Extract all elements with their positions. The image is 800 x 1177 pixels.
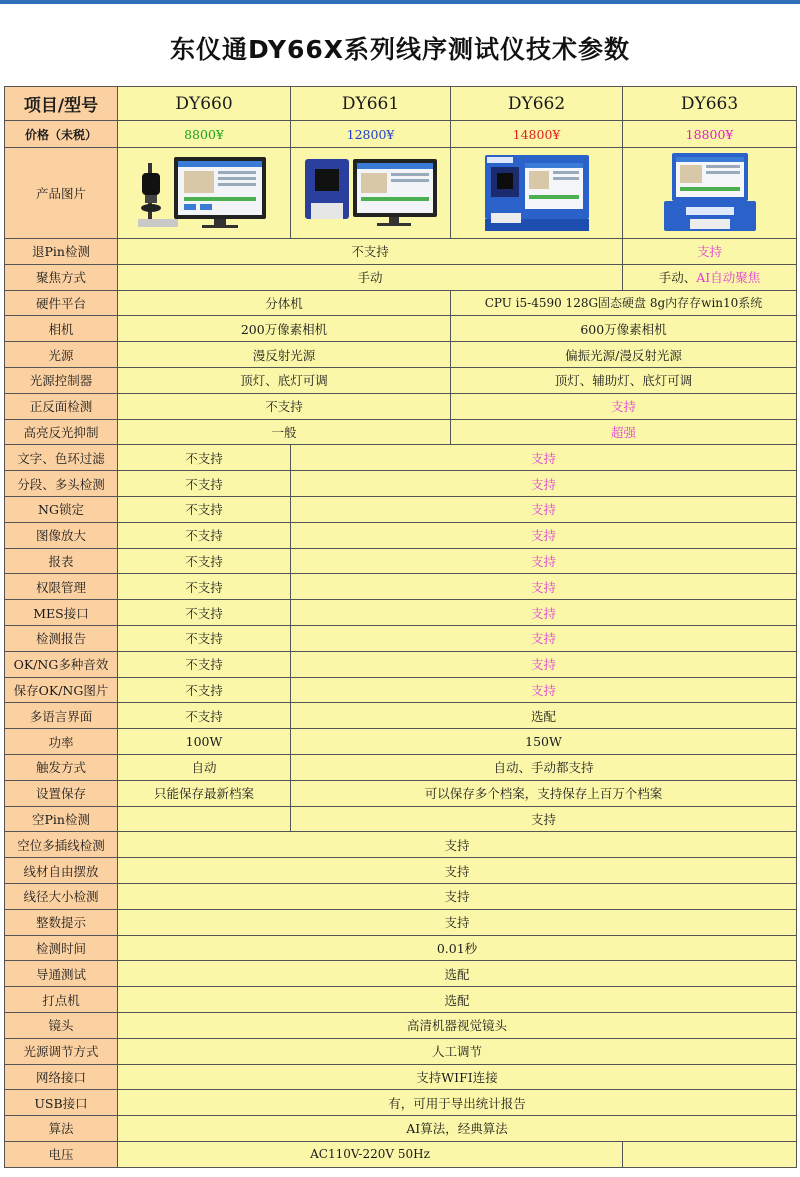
- top-accent-bar: [0, 0, 800, 4]
- row-network: [5, 1064, 797, 1090]
- price-dy660: 8800¥: [118, 121, 291, 148]
- value-cell: 不支持: [118, 522, 291, 548]
- row-label: 打点机: [5, 987, 118, 1013]
- value-cell: 0.01秒: [118, 935, 797, 961]
- value-cell: 200万像素相机: [118, 316, 451, 342]
- row-usb: [5, 1090, 797, 1116]
- value-cell: 100W: [118, 729, 291, 755]
- row-label: 图像放大: [5, 522, 118, 548]
- value-cell: 支持: [118, 883, 797, 909]
- value-cell: 只能保存最新档案: [118, 780, 291, 806]
- value-cell: CPU i5-4590 128G固态硬盘 8g内存存win10系统: [451, 290, 797, 316]
- row-glare-suppression: [5, 419, 797, 445]
- value-cell: 支持: [118, 909, 797, 935]
- value-part: 手动、: [658, 270, 697, 286]
- row-free-placement: [5, 858, 797, 884]
- value-cell: AI算法，经典算法: [118, 1116, 797, 1142]
- row-label: 检测时间: [5, 935, 118, 961]
- header-row: [5, 87, 797, 121]
- price-dy662: 14800¥: [451, 121, 623, 148]
- row-lens: [5, 1012, 797, 1038]
- row-report: [5, 548, 797, 574]
- row-label: 线材自由摆放: [5, 858, 118, 884]
- value-cell: 支持: [291, 574, 797, 600]
- spec-table: [4, 86, 797, 1168]
- row-hardware: [5, 290, 797, 316]
- row-label: 线径大小检测: [5, 883, 118, 909]
- image-row: [5, 148, 797, 239]
- value-cell: 支持WIFI连接: [118, 1064, 797, 1090]
- value-cell: 支持: [118, 858, 797, 884]
- row-label: MES接口: [5, 600, 118, 626]
- value-cell: 不支持: [118, 471, 291, 497]
- row-power: [5, 729, 797, 755]
- row-label: 镜头: [5, 1012, 118, 1038]
- value-cell: 不支持: [118, 625, 291, 651]
- value-cell: 支持: [291, 548, 797, 574]
- value-cell: 漫反射光源: [118, 342, 451, 368]
- value-cell: 可以保存多个档案，支持保存上百万个档案: [291, 780, 797, 806]
- row-label: 检测报告: [5, 625, 118, 651]
- row-label: 光源: [5, 342, 118, 368]
- row-label: 硬件平台: [5, 290, 118, 316]
- value-cell: 150W: [291, 729, 797, 755]
- image-label: 产品图片: [5, 148, 118, 239]
- row-ng-lock: [5, 496, 797, 522]
- row-light-source: [5, 342, 797, 368]
- row-label: 退Pin检测: [5, 239, 118, 265]
- model-dy663: DY663: [623, 87, 797, 121]
- row-multi-insert: [5, 832, 797, 858]
- price-dy661: 12800¥: [291, 121, 451, 148]
- row-trigger: [5, 754, 797, 780]
- value-cell: 支持: [291, 625, 797, 651]
- product-image-dy662: [451, 148, 623, 239]
- value-cell: 支持: [623, 239, 797, 265]
- row-label: 光源控制器: [5, 367, 118, 393]
- value-cell: 支持: [291, 471, 797, 497]
- value-cell: 超强: [451, 419, 797, 445]
- row-save-images: [5, 677, 797, 703]
- value-cell: 不支持: [118, 574, 291, 600]
- row-label: 光源调节方式: [5, 1038, 118, 1064]
- row-label: NG锁定: [5, 496, 118, 522]
- row-light-controller: [5, 367, 797, 393]
- row-label: OK/NG多种音效: [5, 651, 118, 677]
- value-cell: 自动: [118, 754, 291, 780]
- header-label: 项目/型号: [5, 87, 118, 121]
- value-cell: 顶灯、底灯可调: [118, 367, 451, 393]
- row-mes: [5, 600, 797, 626]
- model-dy660: DY660: [118, 87, 291, 121]
- row-label: 网络接口: [5, 1064, 118, 1090]
- value-cell: 一般: [118, 419, 451, 445]
- row-settings-save: [5, 780, 797, 806]
- value-cell: 不支持: [118, 548, 291, 574]
- row-label: 空Pin检测: [5, 806, 118, 832]
- value-cell: 人工调节: [118, 1038, 797, 1064]
- row-focus-mode: [5, 264, 797, 290]
- value-cell: 选配: [291, 703, 797, 729]
- value-cell: 支持: [118, 832, 797, 858]
- page-title: 东仪通DY66X系列线序测试仪技术参数: [169, 35, 631, 64]
- row-label: 保存OK/NG图片: [5, 677, 118, 703]
- value-cell: 不支持: [118, 445, 291, 471]
- row-light-adjust: [5, 1038, 797, 1064]
- row-sound: [5, 651, 797, 677]
- row-label: 报表: [5, 548, 118, 574]
- price-dy663: 18800¥: [623, 121, 797, 148]
- value-cell: 支持: [291, 496, 797, 522]
- row-label: 空位多插线检测: [5, 832, 118, 858]
- row-continuity: [5, 961, 797, 987]
- price-row: [5, 121, 797, 148]
- row-label: 设置保存: [5, 780, 118, 806]
- row-empty-pin: [5, 806, 797, 832]
- value-cell: 偏振光源/漫反射光源: [451, 342, 797, 368]
- row-voltage: [5, 1141, 797, 1167]
- value-cell: 不支持: [118, 651, 291, 677]
- value-cell: 支持: [291, 600, 797, 626]
- value-cell: 手动: [118, 264, 623, 290]
- value-cell: 顶灯、辅助灯、底灯可调: [451, 367, 797, 393]
- value-cell: 不支持: [118, 393, 451, 419]
- value-cell: 支持: [291, 445, 797, 471]
- row-text-filter: [5, 445, 797, 471]
- product-image-dy661: [291, 148, 451, 239]
- row-label: 文字、色环过滤: [5, 445, 118, 471]
- value-cell: 自动、手动都支持: [291, 754, 797, 780]
- product-image-dy660: [118, 148, 291, 239]
- row-label: USB接口: [5, 1090, 118, 1116]
- row-detect-time: [5, 935, 797, 961]
- value-cell: 分体机: [118, 290, 451, 316]
- row-algorithm: [5, 1116, 797, 1142]
- row-multi-language: [5, 703, 797, 729]
- row-two-side-detect: [5, 393, 797, 419]
- value-cell: 高清机器视觉镜头: [118, 1012, 797, 1038]
- row-label: 分段、多头检测: [5, 471, 118, 497]
- row-label: 导通测试: [5, 961, 118, 987]
- value-cell: 选配: [118, 961, 797, 987]
- value-cell: 600万像素相机: [451, 316, 797, 342]
- value-cell: 不支持: [118, 677, 291, 703]
- value-cell-empty: [623, 1141, 797, 1167]
- row-camera: [5, 316, 797, 342]
- value-cell: 支持: [291, 651, 797, 677]
- value-cell: 不支持: [118, 703, 291, 729]
- price-label: 价格（未税）: [5, 121, 118, 148]
- value-cell: 支持: [451, 393, 797, 419]
- row-label: 聚焦方式: [5, 264, 118, 290]
- value-cell: 支持: [291, 677, 797, 703]
- value-cell: [623, 264, 797, 290]
- row-label: 算法: [5, 1116, 118, 1142]
- row-label: 高亮反光抑制: [5, 419, 118, 445]
- row-label: 正反面检测: [5, 393, 118, 419]
- row-label: 整数提示: [5, 909, 118, 935]
- row-label: 多语言界面: [5, 703, 118, 729]
- row-marker: [5, 987, 797, 1013]
- value-cell: 支持: [291, 806, 797, 832]
- row-label: 权限管理: [5, 574, 118, 600]
- row-permissions: [5, 574, 797, 600]
- model-dy661: DY661: [291, 87, 451, 121]
- row-zoom: [5, 522, 797, 548]
- product-image-dy663: [623, 148, 797, 239]
- value-cell: 支持: [291, 522, 797, 548]
- row-label: 触发方式: [5, 754, 118, 780]
- value-cell: 不支持: [118, 600, 291, 626]
- row-label: 功率: [5, 729, 118, 755]
- value-cell: 选配: [118, 987, 797, 1013]
- row-label: 相机: [5, 316, 118, 342]
- value-cell: 有，可用于导出统计报告: [118, 1090, 797, 1116]
- value-part-ai-focus: AI自动聚焦: [696, 270, 761, 286]
- value-cell: AC110V-220V 50Hz: [118, 1141, 623, 1167]
- row-label: 电压: [5, 1141, 118, 1167]
- value-cell-empty: [118, 806, 291, 832]
- model-dy662: DY662: [451, 87, 623, 121]
- row-segment-detect: [5, 471, 797, 497]
- value-cell: 不支持: [118, 239, 623, 265]
- row-wire-diameter: [5, 883, 797, 909]
- row-test-report: [5, 625, 797, 651]
- row-pin-retract: [5, 239, 797, 265]
- value-cell: 不支持: [118, 496, 291, 522]
- row-count-prompt: [5, 909, 797, 935]
